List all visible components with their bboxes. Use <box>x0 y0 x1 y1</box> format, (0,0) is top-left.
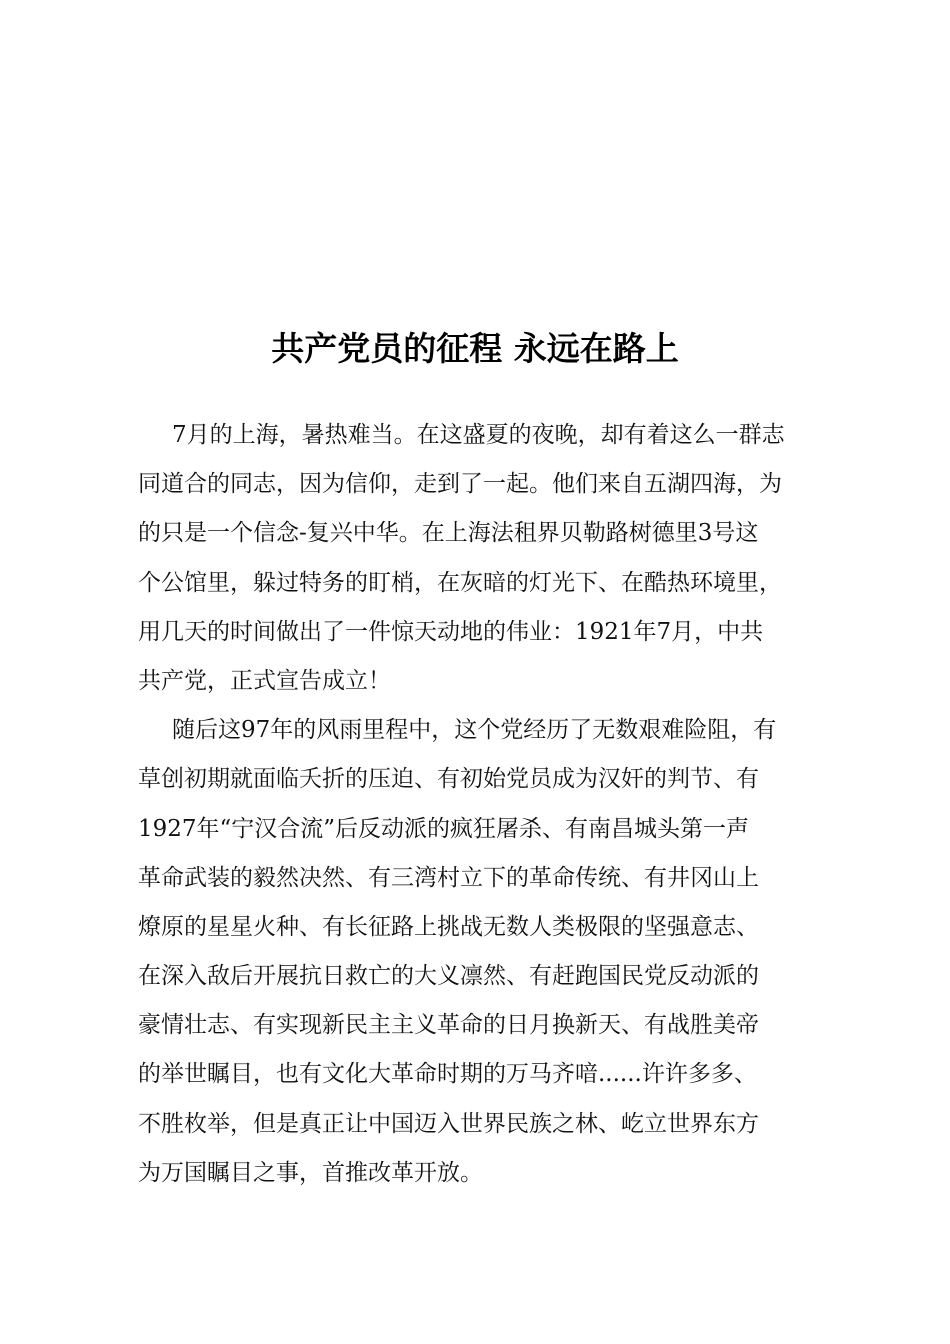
paragraph-1-line-2: 同道合的同志，因为信仰，走到了一起。他们来自五湖四海，为 <box>138 471 782 498</box>
paragraph-1-line-5: 用几天的时间做出了一件惊天动地的伟业：1921年7月，中共 <box>138 618 764 645</box>
paragraph-2-line-7: 豪情壮志、有实现新民主主义革命的日月换新天、有战胜美帝 <box>138 1012 759 1039</box>
paragraph-2-line-6: 在深入敌后开展抗日救亡的大义凛然、有赶跑国民党反动派的 <box>138 963 759 990</box>
paragraph-2-line-10: 为万国瞩目之事，首推改革开放。 <box>138 1159 483 1186</box>
paragraph-1-line-6: 共产党，正式宣告成立！ <box>138 667 391 694</box>
paragraph-2-line-2: 草创初期就面临夭折的压迫、有初始党员成为汉奸的判节、有 <box>138 766 759 793</box>
paragraph-2-line-8: 的举世瞩目，也有文化大革命时期的万马齐喑......许许多多、 <box>138 1061 757 1088</box>
paragraph-2-line-9: 不胜枚举，但是真正让中国迈入世界民族之林、屹立世界东方 <box>138 1110 759 1137</box>
paragraph-2-line-4: 革命武装的毅然决然、有三湾村立下的革命传统、有井冈山上 <box>138 864 759 891</box>
document-title: 共产党员的征程 永远在路上 <box>271 329 679 368</box>
paragraph-1-line-3: 的只是一个信念-复兴中华。在上海法租界贝勒路树德里3号这 <box>138 520 759 547</box>
document-body <box>138 411 838 1198</box>
paragraph-1-line-1: 7月的上海，暑热难当。在这盛夏的夜晚，却有着这么一群志 <box>172 422 785 448</box>
paragraph-2-line-5: 燎原的星星火种、有长征路上挑战无数人类极限的坚强意志、 <box>138 913 759 940</box>
paragraph-1-line-4: 个公馆里，躲过特务的盯梢，在灰暗的灯光下、在酷热环境里， <box>138 569 782 596</box>
paragraph-2-line-3: 1927年“宁汉合流”后反动派的疯狂屠杀、有南昌城头第一声 <box>138 815 750 842</box>
paragraph-2-line-1: 随后这97年的风雨里程中，这个党经历了无数艰难险阻，有 <box>172 717 777 744</box>
